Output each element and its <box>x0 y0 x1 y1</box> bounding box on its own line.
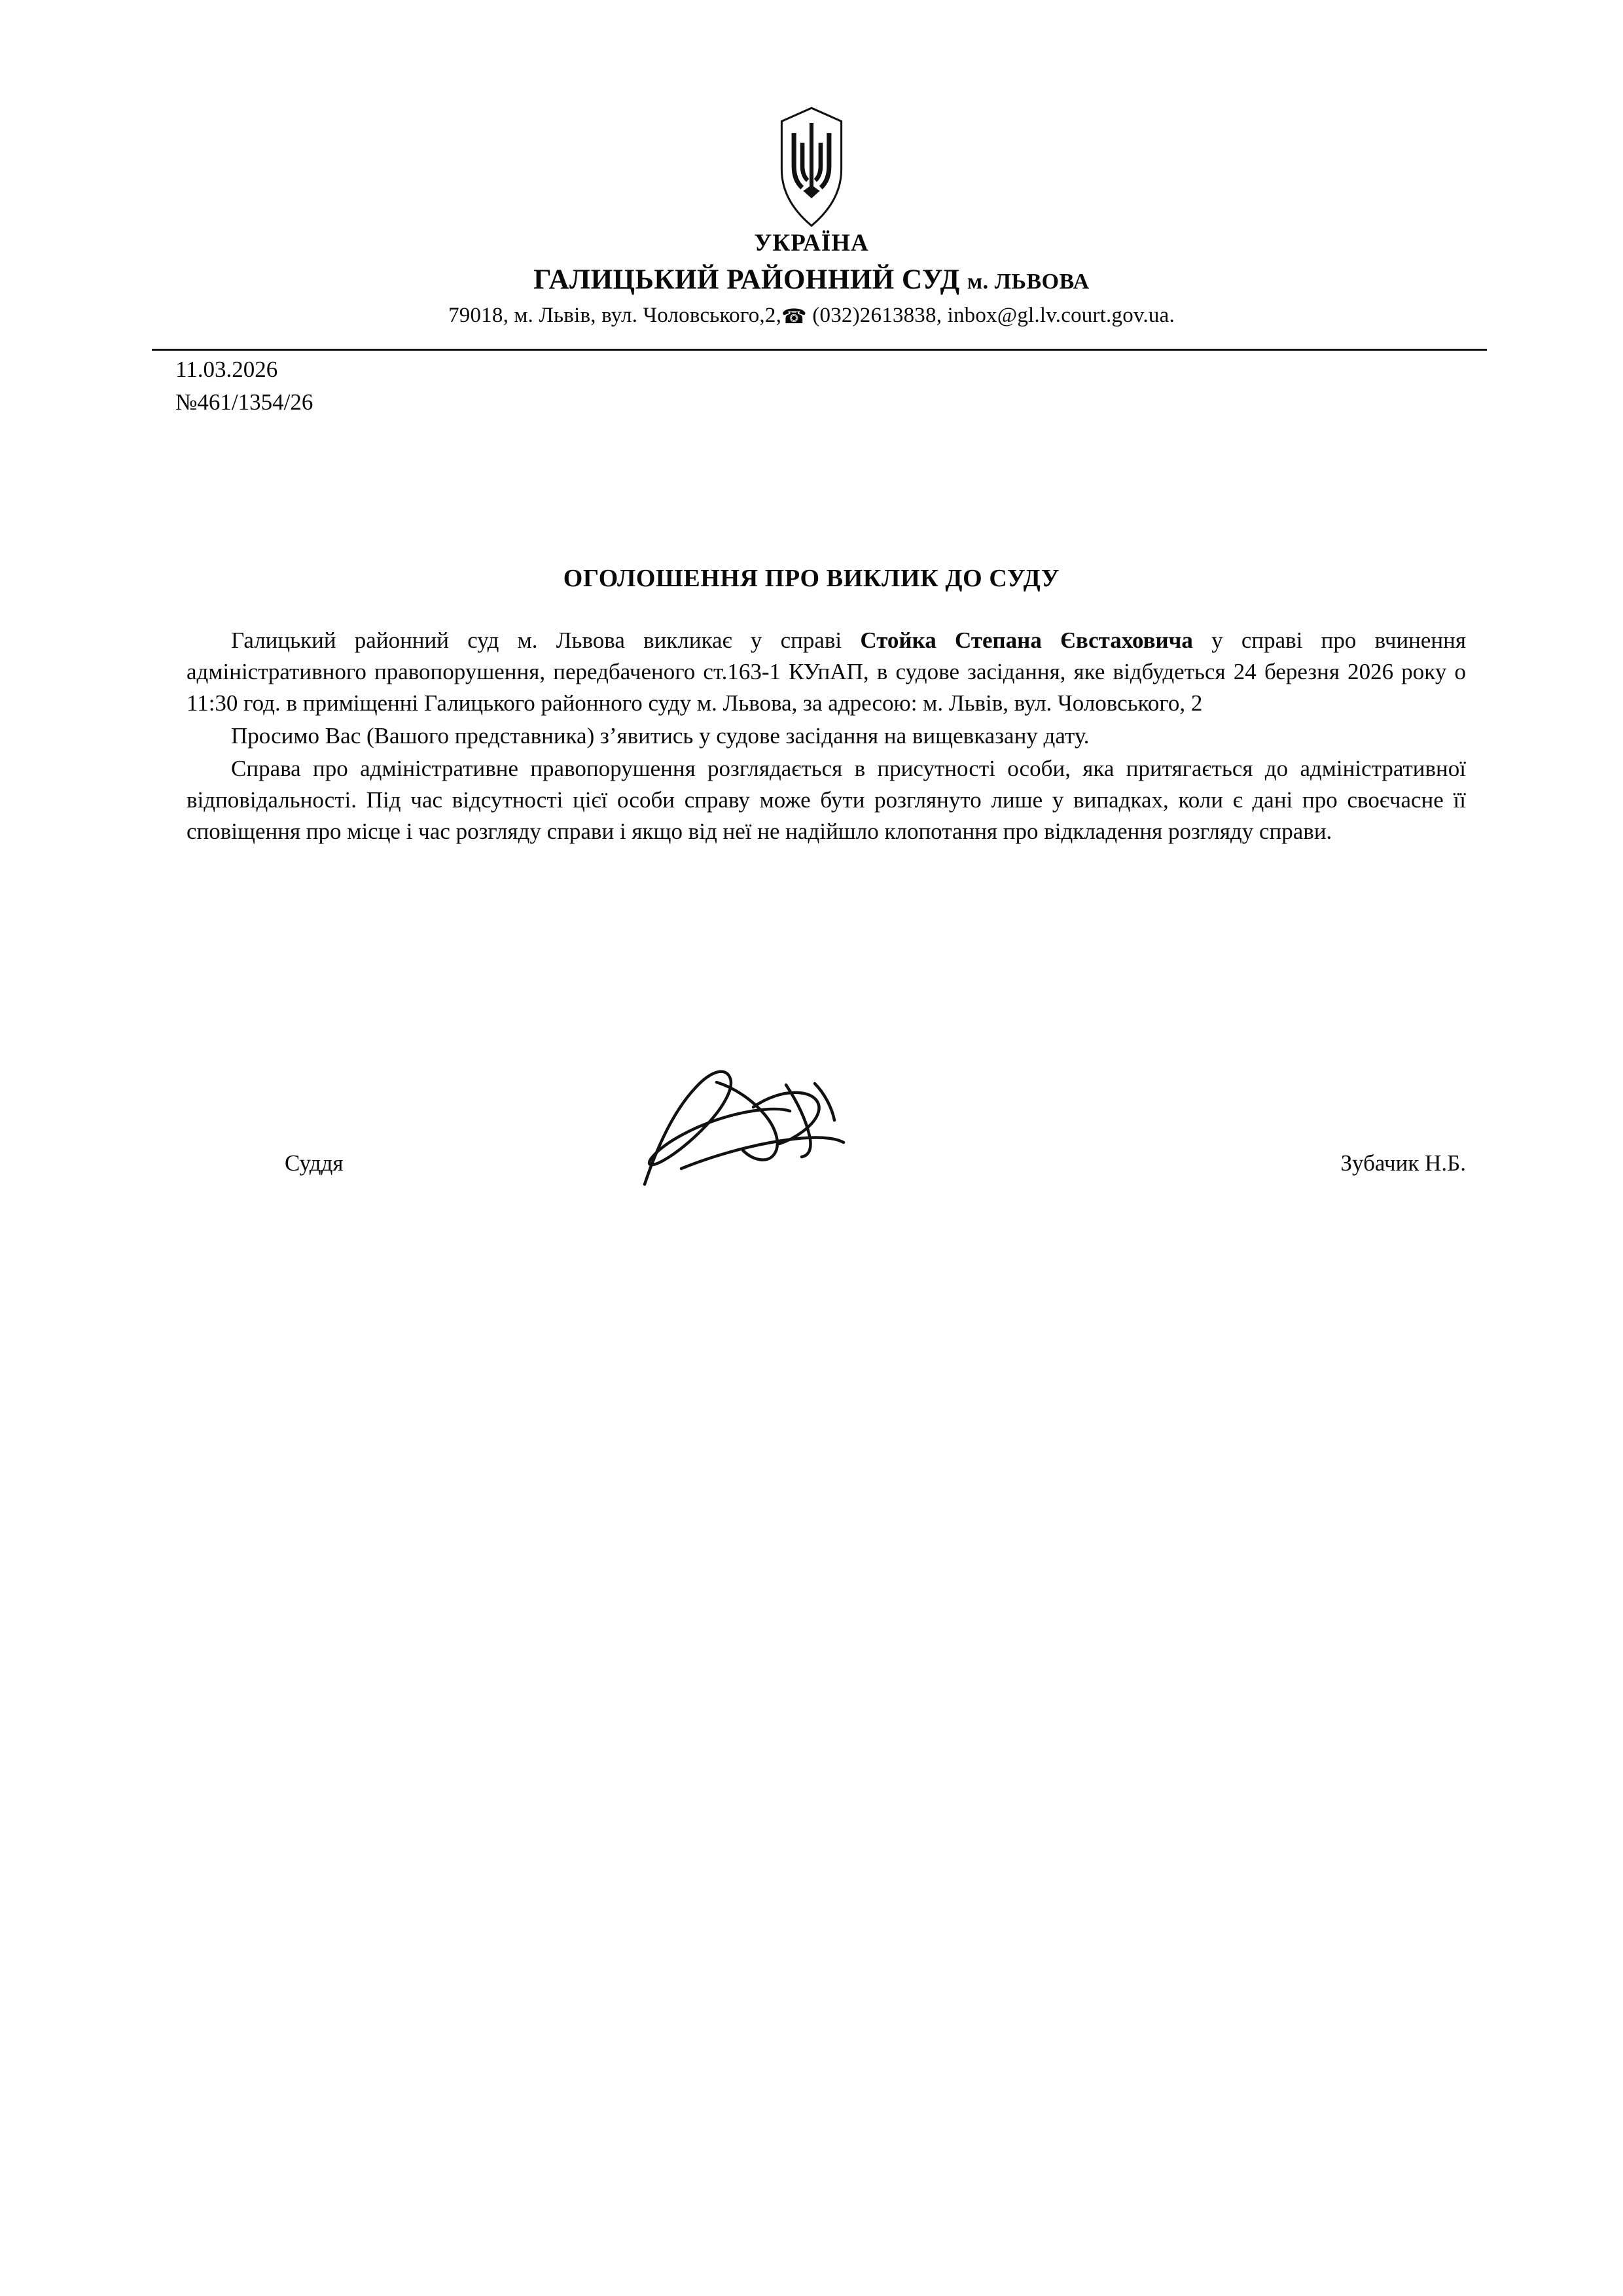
signature-block <box>187 1119 1466 1197</box>
court-name-suffix: м. ЛЬВОВА <box>967 269 1090 294</box>
document-number: №461/1354/26 <box>175 389 313 415</box>
document-date: 11.03.2026 <box>175 357 278 382</box>
paragraph-1 <box>187 625 1466 719</box>
handwritten-signature-icon <box>618 1047 893 1210</box>
country-name: УКРАЇНА <box>754 230 869 256</box>
page-title: ОГОЛОШЕННЯ ПРО ВИКЛИК ДО СУДУ <box>563 565 1060 592</box>
court-name-main: ГАЛИЦЬКИЙ РАЙОННИЙ СУД <box>533 264 960 295</box>
document-meta <box>175 353 313 418</box>
paragraph-1-part-b: у справі про вчинення адміністративного правопорушення, передбаченого ст.163-1 КУпАП, в судове засідання, яке відбудеться 24 березня 2026 року о 11:30 год. в приміщенні Галицького районного суду м. Львова, за адресою: м. Львів, вул. Чоловського, 2 <box>187 627 1466 716</box>
judge-name: Зубачик Н.Б. <box>1340 1150 1466 1176</box>
court-phone-email: (032)2613838, inbox@gl.lv.court.gov.ua. <box>812 304 1175 328</box>
defendant-name: Стойка Степана Євстаховича <box>860 627 1193 653</box>
emblem-container <box>0 105 1623 229</box>
telephone-icon: ☎ <box>781 305 807 328</box>
signature-role: Суддя <box>285 1150 344 1176</box>
paragraph-3: Справа про адміністративне правопорушення розглядається в присутності особи, яка притягається до адміністративної відповідальності. Під час відсутності цієї особи справу може бути розглянуто лише у випадках, коли є дані про своєчасне її сповіщення про місце і час розгляду справи і якщо від неї не надійшло клопотання про відкладення розгляду справи. <box>187 755 1466 844</box>
document-body <box>187 625 1466 847</box>
ukraine-trident-emblem-icon <box>769 105 854 229</box>
court-address: 79018, м. Львів, вул. Чоловського,2, <box>448 304 782 328</box>
header-divider <box>152 349 1487 351</box>
court-name <box>0 264 1623 296</box>
court-contacts-line <box>0 304 1623 328</box>
paragraph-2: Просимо Вас (Вашого представника) з’явитись у судове засідання на вищевказану дату. <box>231 722 1090 749</box>
letterhead <box>0 230 1623 328</box>
paragraph-1-part-a: Галицький районний суд м. Львова викликає у справі <box>231 627 861 653</box>
